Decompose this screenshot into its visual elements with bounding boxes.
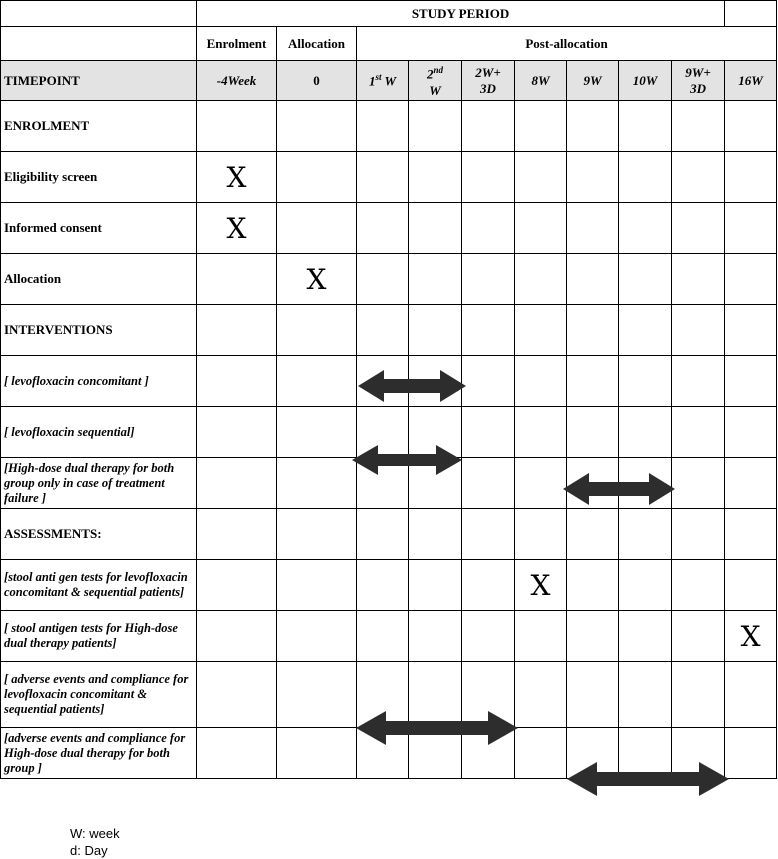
row-label-stool-high: [ stool antigen tests for High-dose dual therapy patients] [1,611,197,662]
post-allocation-header: Post-allocation [357,27,777,61]
timepoint-label: TIMEPOINT [1,61,197,101]
enrolment-header: Enrolment [197,27,277,61]
row-label-levo-concomitant: [ levofloxacin concomitant ] [1,356,197,407]
table-row [1,152,777,203]
study-period-header: STUDY PERIOD [197,1,725,27]
timepoint-1st-week: 1st W [357,61,409,101]
table-row [1,101,777,152]
table-row [1,203,777,254]
double-arrow-icon [356,709,518,747]
stool-levo-mark: X [515,560,567,611]
allocation-mark: X [277,254,357,305]
row-label-enrolment: ENROLMENT [1,101,197,152]
row-label-eligibility: Eligibility screen [1,152,197,203]
timepoint-9w: 9W [567,61,619,101]
row-label-interventions: INTERVENTIONS [1,305,197,356]
double-arrow-icon [352,443,462,477]
table-row [1,305,777,356]
empty-cell [1,27,197,61]
empty-cell [1,1,197,27]
row-label-assessments: ASSESSMENTS: [1,509,197,560]
legend-week: W: week [70,826,120,841]
row-label-consent: Informed consent [1,203,197,254]
timepoint-9w-3d: 9W+ 3D [672,61,725,101]
double-arrow-icon [563,471,675,507]
table-row [1,611,777,662]
timepoint-2nd-week: 2nd W [409,61,462,101]
table-row [1,509,777,560]
timepoint-8w: 8W [515,61,567,101]
timepoint-2w-3d: 2W+ 3D [462,61,515,101]
eligibility-mark: X [197,152,277,203]
table-row [1,254,777,305]
double-arrow-icon [358,368,466,404]
legend-day: d: Day [70,843,108,858]
row-label-stool-levo: [stool anti gen tests for levofloxacin concomitant & sequential patients] [1,560,197,611]
empty-cell [725,1,777,27]
row-label-high-dose: [High-dose dual therapy for both group only in case of treatment failure ] [1,458,197,509]
allocation-header: Allocation [277,27,357,61]
row-label-allocation: Allocation [1,254,197,305]
row-label-adverse-levo: [ adverse events and compliance for levofloxacin concomitant & sequential patients] [1,662,197,728]
study-period-row [1,1,777,27]
timepoint-0: 0 [277,61,357,101]
row-label-levo-sequential: [ levofloxacin sequential] [1,407,197,458]
timepoint-row [1,61,777,101]
table-row [1,560,777,611]
stool-high-mark: X [725,611,777,662]
double-arrow-icon [567,760,729,798]
timepoint-minus-4week: -4Week [197,61,277,101]
consent-mark: X [197,203,277,254]
timepoint-16w: 16W [725,61,777,101]
timepoint-10w: 10W [619,61,672,101]
row-label-adverse-high: [adverse events and compliance for High-dose dual therapy for both group ] [1,728,197,779]
phase-row [1,27,777,61]
